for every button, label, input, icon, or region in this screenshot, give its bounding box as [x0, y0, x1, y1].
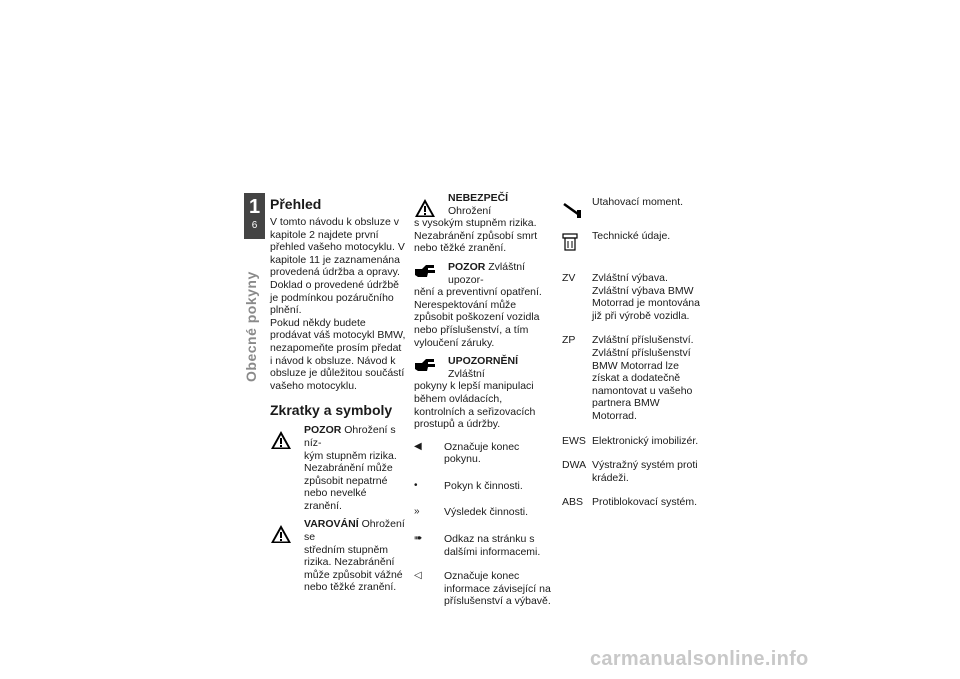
- abbr-row: EWS Elektronický imobilizér.: [562, 434, 699, 447]
- symbol-row: ◀ Označuje konec pokynu.: [414, 440, 520, 466]
- note-pozor: POZOR Zvláštní upozor- nění a preventivní opatření. Nerespektování může způsobit poškození vozidla nebo příslušenství, a tím vyloučení záruky.: [414, 261, 554, 349]
- abbr-row: ZV Zvláštní výbava. Zvláštní výbava BMW Motorrad je montována již při výrobě vozidla.: [562, 272, 700, 322]
- heading-prehled: Přehled: [270, 196, 322, 212]
- warning-text: kým stupněm rizika. Nezabránění může způsobit nepatrné nebo nevelké zranění.: [304, 449, 397, 512]
- bullet-icon: •: [414, 479, 418, 491]
- column-3: [562, 192, 702, 509]
- para-prehled-2: Pokud někdy budete prodávat váš motocykl BMW, nezapomeňte prosím předat i návod k obsluze. Návod k obsluze je důležitou součástí vašeho motocyklu.: [270, 316, 406, 392]
- watermark: carmanualsonline.info: [590, 648, 809, 670]
- symbol-row: ◁ Označuje konec informace závisející na příslušenství a výbavě.: [414, 570, 551, 608]
- abbr-row: ABS Protiblokovací systém.: [562, 496, 698, 509]
- warning-label: NEBEZPEČÍ: [448, 192, 509, 204]
- column-2: [414, 192, 554, 608]
- torque-wrench-icon: [562, 196, 584, 218]
- warning-triangle-icon: [270, 524, 292, 544]
- symbol-row: ➠ Odkaz na stránku s dalšími informacemi.: [414, 533, 541, 558]
- heading-zkratky: Zkratky a symboly: [270, 402, 393, 419]
- result-icon: »: [414, 506, 420, 518]
- column-1: [270, 196, 406, 594]
- symbol-torque: Utahovací moment.: [562, 196, 702, 226]
- warning-text: středním stupněm rizika. Nezabránění může způsobit vážné nebo těžké zranění.: [304, 543, 403, 594]
- symbol-row: • Pokyn k činnosti.: [414, 479, 523, 492]
- technical-data-icon: [562, 232, 578, 252]
- warning-label: POZOR: [304, 424, 342, 437]
- symbol-tech-data: Technické údaje.: [562, 230, 702, 260]
- abbr-code: ABS: [562, 496, 584, 509]
- note-label: POZOR: [448, 260, 486, 273]
- warning-label: VAROVÁNÍ: [304, 518, 359, 531]
- abbr-code: DWA: [562, 459, 587, 472]
- note-label: UPOZORNĚNÍ: [448, 355, 519, 368]
- warning-nebezpeci: NEBEZPEČÍ Ohrožení s vysokým stupněm rizika. Nezabránění způsobí smrt nebo těžké zranění.: [414, 192, 554, 255]
- warning-varovani: VAROVÁNÍ Ohrožení se středním stupněm rizika. Nezabránění může způsobit vážné nebo těžké zranění.: [270, 518, 406, 594]
- symbol-row: » Výsledek činnosti.: [414, 506, 529, 519]
- abbr-code: EWS: [562, 434, 586, 447]
- note-text: pokyny k lepší manipulaci během ovládacích, kontrolních a seřizovacích prostupů a údržby.: [414, 380, 536, 431]
- end-of-accessory-info-icon: ◁: [414, 570, 422, 582]
- note-text: nění a preventivní opatření. Nerespektování může způsobit poškození vozidla nebo příslušenství, a tím vyloučení záruky.: [414, 286, 542, 349]
- end-of-instruction-icon: ◀: [414, 440, 422, 452]
- warning-triangle-icon: [270, 430, 292, 450]
- para-prehled-1: V tomto návodu k obsluze v kapitole 2 najdete první přehled vašeho motocyklu. V kapitole 11 je zaznamenána provedená údržba a opravy. Doklad o provedené údržbě je podmínkou pozáručního plnění.: [270, 216, 405, 317]
- page-reference-icon: ➠: [414, 533, 423, 545]
- warning-pozor: POZOR Ohrožení s níz- kým stupněm rizika. Nezabránění může způsobit nepatrné nebo nevelké zranění.: [270, 424, 406, 512]
- pointing-hand-icon: [414, 357, 436, 373]
- page-number: 6: [251, 220, 258, 231]
- pointing-hand-icon: [414, 263, 436, 279]
- chapter-side-title: Obecné pokyny: [243, 271, 259, 382]
- warning-triangle-icon: [414, 198, 436, 218]
- chapter-marker: [244, 193, 265, 239]
- abbr-row: ZP Zvláštní příslušenství. Zvláštní příslušenství BMW Motorrad lze získat a dodatečně namontovat u vašeho partnera BMW Motorrad.: [562, 334, 694, 422]
- abbr-code: ZP: [562, 334, 576, 347]
- warning-text: s vysokým stupněm rizika. Nezabránění způsobí smrt nebo těžké zranění.: [414, 217, 538, 255]
- abbr-code: ZV: [562, 272, 576, 284]
- note-upozorneni: UPOZORNĚNÍ Zvláštní pokyny k lepší manipulaci během ovládacích, kontrolních a seřizovacích prostupů a údržby.: [414, 355, 554, 431]
- chapter-number: 1: [248, 196, 261, 218]
- abbr-row: DWA Výstražný systém proti krádeži.: [562, 459, 698, 484]
